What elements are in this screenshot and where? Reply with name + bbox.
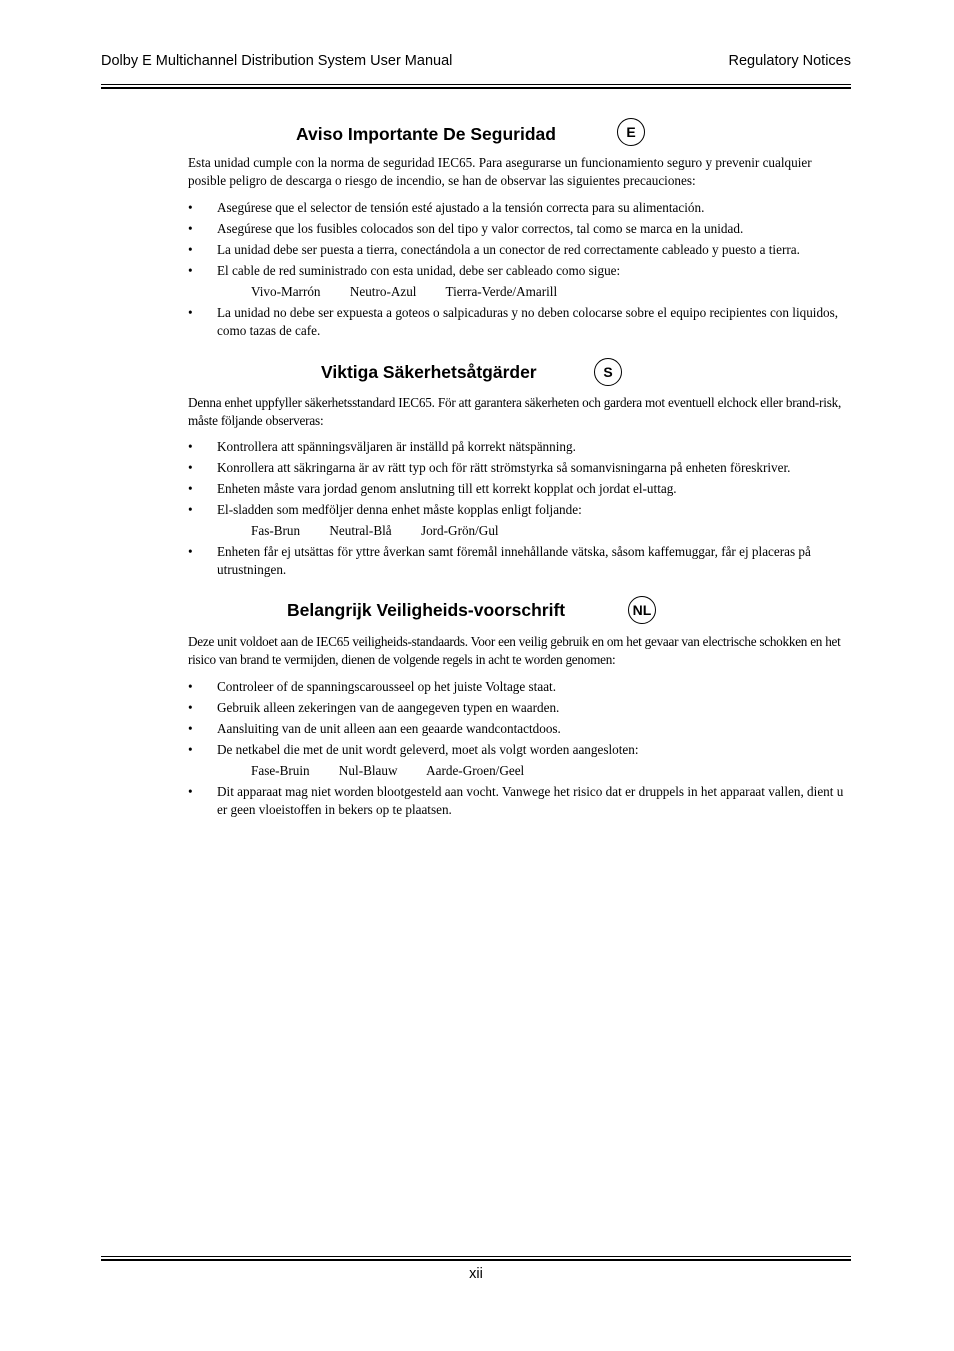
bullet-icon: • bbox=[188, 439, 193, 454]
wire-live: Vivo-Marrón bbox=[251, 284, 321, 299]
bullet-icon: • bbox=[188, 221, 193, 236]
list-item: • De netkabel die met de unit wordt geleverd, moet als volgt worden aangesloten: bbox=[188, 742, 639, 757]
section-title: Belangrijk Veiligheids-voorschrift bbox=[287, 600, 566, 620]
list-item: • Controleer of de spanningscarousseel op het juiste Voltage staat. bbox=[188, 679, 557, 694]
wire-neutral: Neutro-Azul bbox=[349, 284, 417, 299]
language-badge: E bbox=[617, 118, 645, 146]
precautions-list bbox=[188, 438, 853, 582]
page-number: xii bbox=[469, 1266, 483, 1282]
list-item: • Asegúrese que los fusibles colocados son del tipo y valor correctos, tal como se marca en la unidad. bbox=[188, 221, 744, 236]
intro-paragraph: Denna enhet uppfyller säkerhetsstandard IEC65. För att garantera säkerheten och gardera mot eventuell elchock eller brand-risk, måste följande observeras: bbox=[188, 395, 842, 428]
header-rule-thick bbox=[101, 87, 851, 89]
wire-earth: Tierra-Verde/Amarill bbox=[445, 284, 558, 299]
bullet-icon: • bbox=[188, 700, 193, 715]
list-item: • Enheten måste vara jordad genom anslutning till ett korrekt kopplat och jordat el-uttag. bbox=[188, 481, 677, 496]
bullet-icon: • bbox=[188, 679, 193, 694]
bullet-icon: • bbox=[188, 200, 193, 215]
wire-neutral: Nul-Blauw bbox=[338, 763, 398, 778]
bullet-icon: • bbox=[188, 721, 193, 736]
manual-title: Dolby E Multichannel Distribution System User Manual bbox=[101, 53, 453, 69]
list-item: • Aansluiting van de unit alleen aan een geaarde wandcontactdoos. bbox=[188, 721, 561, 736]
precautions-list bbox=[188, 199, 853, 343]
bullet-icon: • bbox=[188, 784, 193, 799]
intro-paragraph: Esta unidad cumple con la norma de seguridad IEC65. Para asegurarse un funcionamiento seguro y prevenir cualquier posible peligro de descarga o riesgo de incendio, se han de observar las siguientes precauciones: bbox=[188, 155, 812, 188]
bullet-icon: • bbox=[188, 242, 193, 257]
section-title: Aviso Importante De Seguridad bbox=[296, 124, 556, 144]
footer-rule bbox=[101, 1256, 851, 1257]
bullet-icon: • bbox=[188, 742, 193, 757]
bullet-icon: • bbox=[188, 481, 193, 496]
list-item: • Konrollera att säkringarna är av rätt typ och för rätt strömstyrka så somanvisningarna på enheten föreskriver. bbox=[188, 460, 791, 475]
wire-earth: Aarde-Groen/Geel bbox=[426, 763, 525, 778]
wire-earth: Jord-Grön/Gul bbox=[420, 523, 499, 538]
wiring-codes bbox=[188, 522, 853, 540]
list-item: • Enheten får ej utsättas för yttre åverkan samt föremål innehållande vätska, såsom kaffemuggar, får ej placeras på utrustningen. bbox=[188, 544, 811, 577]
section-title: Viktiga Säkerhetsåtgärder bbox=[321, 362, 537, 382]
intro-paragraph: Deze unit voldoet aan de IEC65 veiligheids-standaards. Voor een veilig gebruik en om het gevaar van electrische schokken en het risico van brand te vermijden, dienen de volgende regels in acht te worden genomen: bbox=[188, 634, 841, 667]
bullet-icon: • bbox=[188, 305, 193, 320]
page-header bbox=[101, 53, 851, 73]
precautions-list bbox=[188, 678, 853, 822]
list-item: • El-sladden som medföljer denna enhet måste kopplas enligt foljande: bbox=[188, 502, 582, 517]
wire-live: Fase-Bruin bbox=[251, 763, 310, 778]
list-item: • La unidad no debe ser expuesta a goteos o salpicaduras y no deben colocarse sobre el equipo recipientes con liquidos, como tazas de cafe. bbox=[188, 305, 839, 338]
bullet-icon: • bbox=[188, 502, 193, 517]
bullet-icon: • bbox=[188, 544, 193, 559]
wire-neutral: Neutral-Blå bbox=[329, 523, 392, 538]
list-item: • Gebruik alleen zekeringen van de aangegeven typen en waarden. bbox=[188, 700, 560, 715]
bullet-icon: • bbox=[188, 460, 193, 475]
list-item: • Asegúrese que el selector de tensión esté ajustado a la tensión correcta para su alimentación. bbox=[188, 200, 705, 215]
list-item: • La unidad debe ser puesta a tierra, conectándola a un conector de red correctamente cableado y puesto a tierra. bbox=[188, 242, 800, 257]
language-badge: NL bbox=[628, 596, 656, 624]
wire-live: Fas-Brun bbox=[251, 523, 301, 538]
wiring-codes bbox=[188, 283, 853, 301]
list-item: • El cable de red suministrado con esta unidad, debe ser cableado como sigue: bbox=[188, 263, 621, 278]
header-rule bbox=[101, 84, 851, 85]
footer-rule-thick bbox=[101, 1259, 851, 1261]
list-item: • Dit apparaat mag niet worden blootgesteld aan vocht. Vanwege het risico dat er druppels in het apparaat vallen, dient u er geen vloeistoffen in bekers op te plaatsen. bbox=[188, 784, 844, 817]
list-item: • Kontrollera att spänningsväljaren är inställd på korrekt nätspänning. bbox=[188, 439, 576, 454]
bullet-icon: • bbox=[188, 263, 193, 278]
chapter-title: Regulatory Notices bbox=[728, 53, 851, 69]
wiring-codes bbox=[188, 762, 853, 780]
language-badge: S bbox=[594, 358, 622, 386]
